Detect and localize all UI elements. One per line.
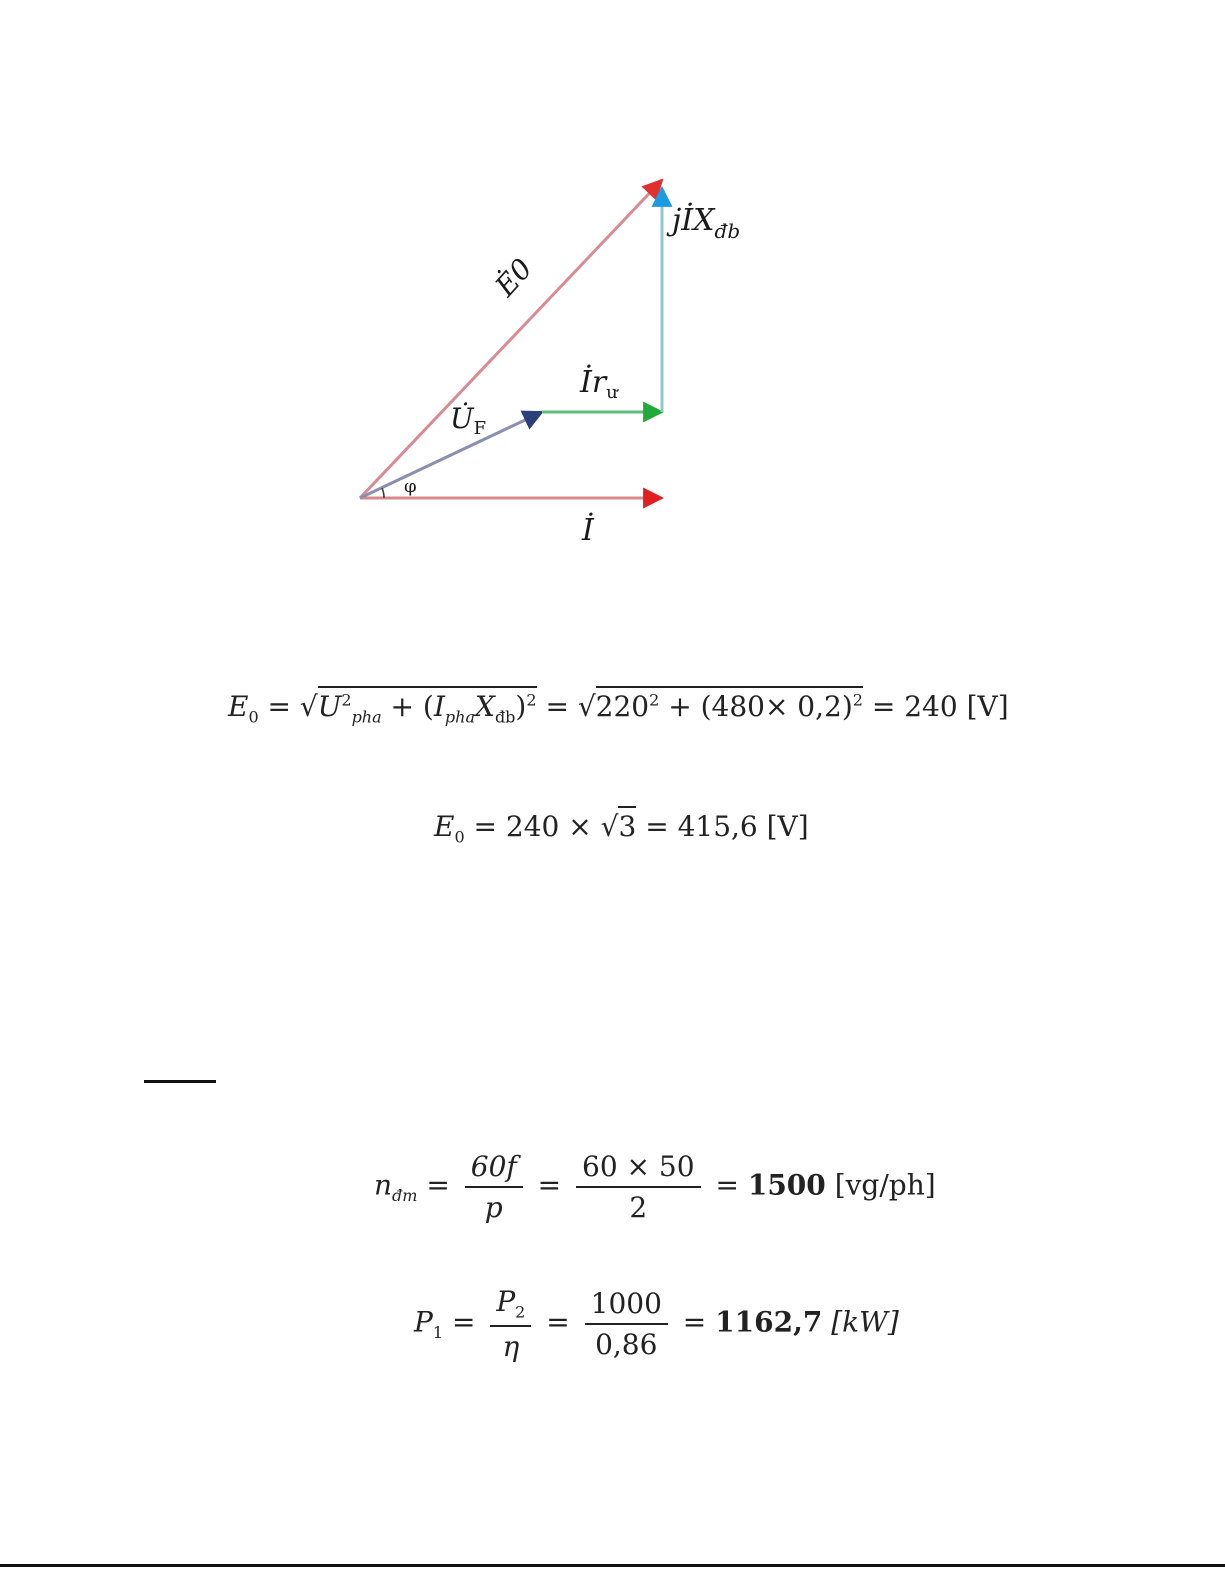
label-e0: Ė0 bbox=[488, 252, 539, 303]
equation-e0-line: $E_0 = 240 \times √3 = 415,6$ [V] bbox=[434, 810, 809, 847]
label-jixdb: jİX$_{đb}$ bbox=[672, 203, 741, 243]
equation-e0-phase: $E_0 = √U^2_{pha} + (I_{pha}X_{đb})^2 = √220^2 + (480\times 0,2)^2 = 240$ [V] bbox=[228, 690, 1009, 727]
fraction-p2-eta: $\frac{P_2}{\eta}$ bbox=[490, 1285, 531, 1363]
label-ir: $İr_ư$ bbox=[580, 365, 618, 403]
fraction-1000-086: $\frac{1000}{0,86}$ bbox=[585, 1287, 668, 1361]
emf-vector bbox=[360, 180, 662, 498]
label-uf: $U̇_F$ bbox=[450, 402, 487, 439]
phasor-diagram bbox=[300, 150, 820, 570]
equation-rated-speed: $n_{đm}$ = $\frac{60f}{p}$ = $\frac{60 \times 50}{2}$ = 1500 [vg/ph] bbox=[374, 1150, 936, 1224]
label-phi: φ bbox=[404, 476, 417, 497]
fraction-60x50-2: $\frac{60 \times 50}{2}$ bbox=[576, 1150, 701, 1224]
bottom-page-rule bbox=[0, 1564, 1225, 1567]
fraction-60f-p: $\frac{60f}{p}$ bbox=[465, 1150, 523, 1224]
label-i: İ bbox=[582, 513, 594, 548]
section-underline bbox=[144, 1080, 216, 1083]
equation-input-power: $P_1$ = $\frac{P_2}{\eta}$ = $\frac{1000}{0,86}$ = 1162,7 [kW] bbox=[414, 1285, 899, 1363]
